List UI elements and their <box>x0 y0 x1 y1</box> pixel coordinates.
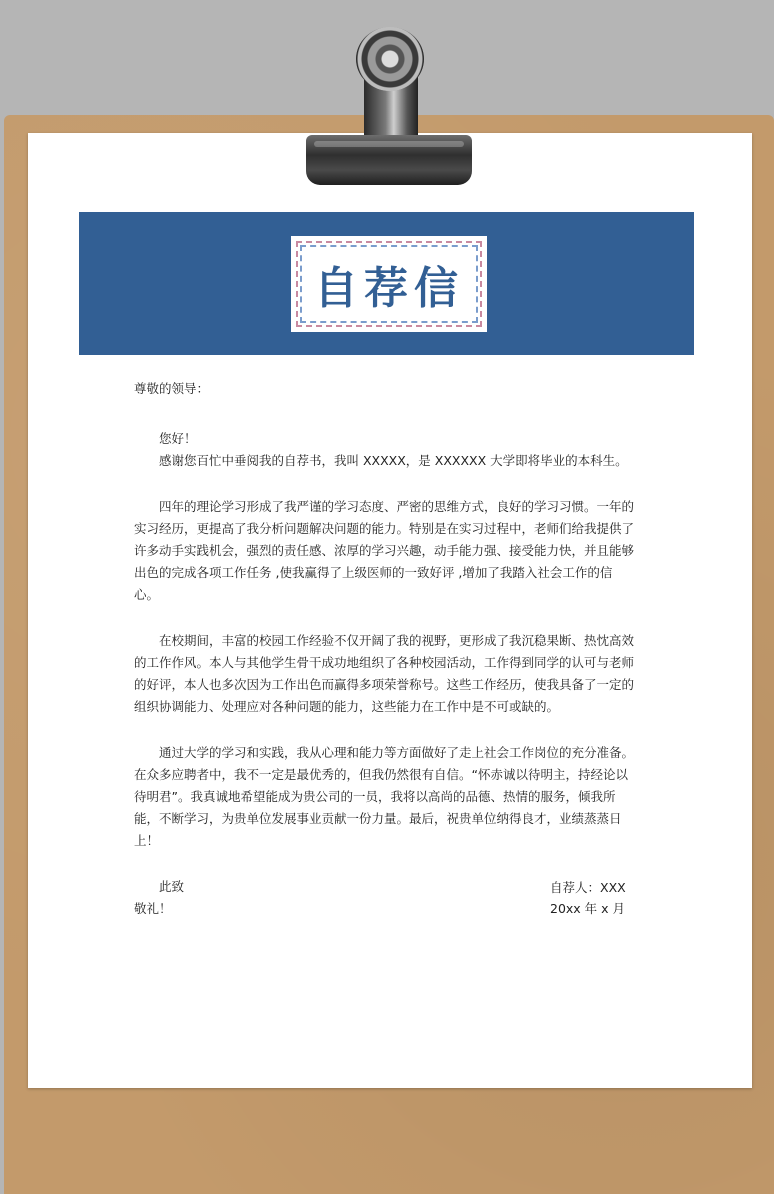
page-title: 自荐信 <box>314 263 464 314</box>
signer: 自荐人：XXX <box>550 880 626 895</box>
binder-clip <box>290 25 490 185</box>
hello-line: 您好！ <box>159 431 197 446</box>
paragraph-study: 四年的理论学习形成了我严谨的学习态度、严密的思维方式，良好的学习习惯。一年的实习经历，更提高了我分析问题解决问题的能力。特别是在实习过程中，老师们给我提供了许多动手实践机会，强烈的责任感、浓厚的学习兴趣，动手能力强、接受能力快，并且能够出色的完成各项工作任务 ,使我赢得了上级医师的一致好评 ,增加了我踏入社会工作的信心。 <box>134 499 635 602</box>
closing-jingli: 敬礼！ <box>134 901 172 916</box>
greeting: 尊敬的领导： <box>134 381 210 396</box>
signature-block <box>550 877 626 919</box>
title-stamp <box>291 236 487 332</box>
date: 20xx 年 x 月 <box>550 901 626 916</box>
intro-line: 感谢您百忙中垂阅我的自荐书，我叫 XXXXX，是 XXXXXX 大学即将毕业的本科生。 <box>159 453 628 468</box>
clip-ring <box>356 27 424 91</box>
paragraph-ready: 通过大学的学习和实践，我从心理和能力等方面做好了走上社会工作岗位的充分准备。在众多应聘者中，我不一定是最优秀的，但我仍然很有自信。“怀赤诚以待明主，持经论以待明君”。我真诚地希望能成为贵公司的一员，我将以高尚的品德、热情的服务，倾我所能，不断学习，为贵单位发展事业贡献一份力量。最后，祝贵单位纳得良才，业绩蒸蒸日上！ <box>134 745 635 848</box>
letter-body <box>134 378 634 920</box>
title-stamp-border <box>296 241 482 327</box>
paragraph-campus: 在校期间，丰富的校园工作经验不仅开阔了我的视野，更形成了我沉稳果断、热忱高效的工作作风。本人与其他学生骨干成功地组织了各种校园活动，工作得到同学的认可与老师的好评，本人也多次因为工作出色而赢得多项荣誉称号。这些工作经历，使我具备了一定的组织协调能力、处理应对各种问题的能力，这些能力在工作中是不可或缺的。 <box>134 633 635 714</box>
closing-zhici: 此致 <box>159 879 185 894</box>
clip-base <box>306 135 472 185</box>
